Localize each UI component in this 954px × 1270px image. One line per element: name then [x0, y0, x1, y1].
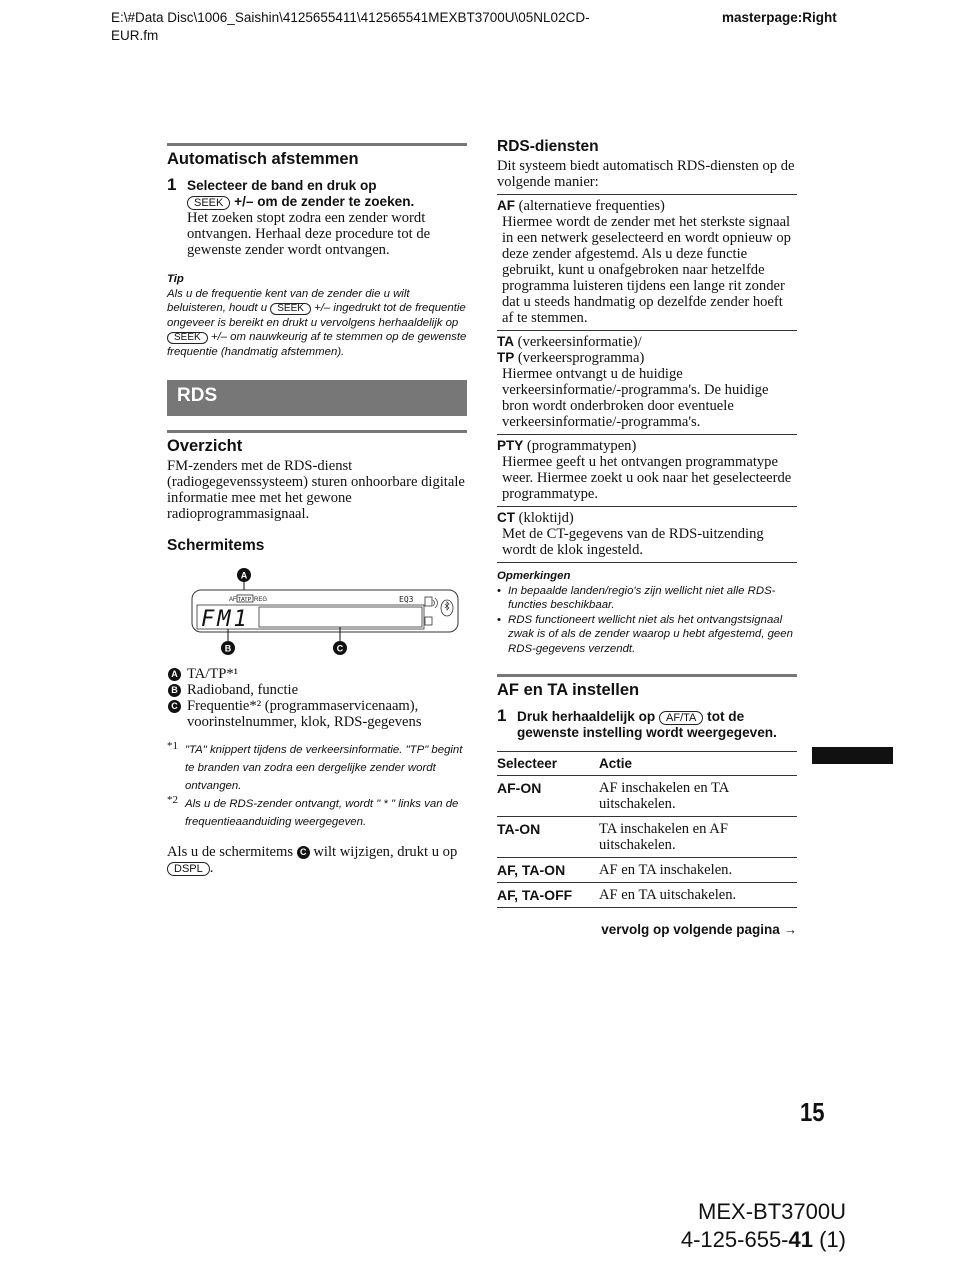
table-header-row [497, 752, 797, 776]
seek-key: SEEK [187, 196, 230, 210]
display-diagram [167, 562, 467, 657]
continued-note: vervolg op volgende pagina → [601, 922, 797, 937]
callout-b-label: B [224, 643, 232, 654]
left-column [167, 143, 467, 876]
note-item: • RDS functioneert wellicht niet als het ontvangstsignaal zwak is of als de zender waarop u hebt afgestemd, geen RDS-gegevens verzendt. [497, 613, 793, 655]
table-row: TA-ON TA inschakelen en AF uitschakelen. [497, 817, 797, 858]
step-1 [167, 175, 467, 258]
service-ta-tp: TA (verkeersinformatie)/ TP (verkeersprogramma) Hiermee ontvangt u de huidige verkeersinformatie/-programma's. De huidige bron wordt onderbroken door eventuele verkeersinformatie/-programma's. [497, 330, 797, 434]
footnotes [167, 740, 467, 830]
list-item: B Radioband, functie [167, 682, 467, 698]
rds-diensten-title: RDS-diensten [497, 138, 599, 155]
reg-indicator: REG [254, 597, 268, 603]
right-column [497, 138, 797, 937]
file-path: E:\#Data Disc\1006_Saishin\4125655411\412565541MEXBT3700U\05NL02CD- EUR.fm [111, 10, 590, 43]
display-illustration [167, 562, 467, 657]
column-header: Selecteer [497, 752, 599, 776]
service-ct: CT (kloktijd) Met de CT-gegevens van de RDS-uitzending wordt de klok ingesteld. [497, 506, 797, 563]
section-title-overzicht: Overzicht [167, 430, 467, 456]
column-header: Actie [599, 752, 797, 776]
step-number: 1 [167, 175, 177, 194]
note-item: • In bepaalde landen/regio's zijn wellicht niet alle RDS-functies beschikbaar. [497, 584, 776, 611]
marker-c-icon: C [297, 846, 310, 859]
step-body: Het zoeken stopt zodra een zender wordt ontvangen. Herhaal deze procedure tot de gewenste zender wordt ontvangen. [187, 210, 431, 258]
overzicht-body: FM-zenders met de RDS-dienst (radiogegevenssysteem) sturen onhoorbare digitale informatie mee met het gewone radioprogrammasignaal. [167, 458, 465, 522]
rds-intro: Dit systeem biedt automatisch RDS-diensten op de volgende manier: [497, 158, 795, 190]
tip-block [167, 272, 467, 359]
marker-a-icon: A [168, 668, 181, 681]
bullet-icon: • [497, 613, 501, 626]
step-number: 1 [497, 706, 507, 725]
table-row: AF, TA-ON AF en TA inschakelen. [497, 858, 797, 883]
service-pty: PTY (programmatypen) Hiermee geeft u het ontvangen programmatype weer. Hiermee zoekt u ook naar het geselecteerde programmatype. [497, 434, 797, 506]
seek-key: SEEK [167, 332, 208, 344]
table-row: AF, TA-OFF AF en TA uitschakelen. [497, 883, 797, 908]
list-item: C Frequentie*² (programmaservicenaam), voorinstelnummer, klok, RDS-gegevens [167, 698, 467, 730]
band-indicator: FM1 [201, 607, 250, 632]
footnote-1: *1 "TA" knippert tijdens de verkeersinformatie. "TP" begint te branden van zodra een dergelijke zender wordt ontvangen. [167, 740, 463, 792]
marker-b-icon: B [168, 684, 181, 697]
footnote-2: *2 Als u de RDS-zender ontvangt, wordt " * " links van de frequentieaanduiding weergegeven. [167, 794, 459, 828]
bullet-icon: • [497, 584, 501, 597]
section-title-automatisch: Automatisch afstemmen [167, 143, 467, 169]
notes-block [497, 569, 797, 656]
list-item: A TA/TP*¹ [167, 666, 467, 682]
af-step-1 [497, 706, 797, 741]
rds-services-list [497, 194, 797, 563]
marker-c-icon: C [168, 700, 181, 713]
change-display-instruction: Als u de schermitems C wilt wijzigen, drukt u op DSPL . [167, 844, 458, 876]
part-number: 4-125-655-41 (1) [680, 1227, 846, 1252]
callout-c-label: C [336, 643, 344, 654]
step-instruction: Druk herhaaldelijk op AF/TA tot de gewenste instelling wordt weergegeven. [517, 709, 777, 740]
model-name: MEX-BT3700U [698, 1199, 846, 1224]
af-ta-settings-table [497, 751, 797, 908]
model-footer [676, 1198, 846, 1254]
arrow-right-icon: → [783, 922, 797, 937]
dspl-key: DSPL [167, 862, 210, 876]
section-title-af-ta: AF en TA instellen [497, 674, 797, 700]
display-items-list [167, 666, 467, 730]
rds-section-band: RDS [167, 380, 467, 416]
af-ta-key: AF/TA [659, 711, 703, 725]
table-row: AF-ON AF inschakelen en TA uitschakelen. [497, 776, 797, 817]
callout-a-label: A [240, 570, 248, 581]
side-tab [812, 747, 893, 764]
schermitems-title: Schermitems [167, 537, 265, 554]
tip-label: Tip [167, 273, 184, 285]
af-indicator: AF [229, 597, 237, 603]
tip-text: Als u de frequentie kent van de zender die u wilt beluisteren, houdt u SEEK +/– ingedrukt tot de frequentie ongeveer is bereikt en drukt u vervolgens herhaaldelijk op SEEK +/– om nauwkeurig af te stemmen op de gewenste frequentie (handmatig afstemmen). [167, 287, 467, 358]
notes-label: Opmerkingen [497, 570, 571, 582]
page-number: 15 [800, 1097, 825, 1127]
masterpage-label: masterpage:Right [722, 10, 837, 25]
tatp-indicator: TATP [238, 597, 252, 603]
seek-key: SEEK [270, 303, 311, 315]
service-af: AF (alternatieve frequenties) Hiermee wordt de zender met het sterkste signaal in een netwerk geselecteerd en wordt opnieuw op deze zender afgestemd. Als u deze functie gebruikt, kunt u onafgebroken naar hetzelfde programma luisteren tijdens een lange rit zonder dat u steeds handmatig op dezelfde zender hoeft af te stemmen. [497, 194, 797, 330]
step-instruction: Selecteer de band en druk op SEEK +/– om de zender te zoeken. [187, 178, 415, 209]
eq-indicator: EQ3 [399, 595, 414, 604]
